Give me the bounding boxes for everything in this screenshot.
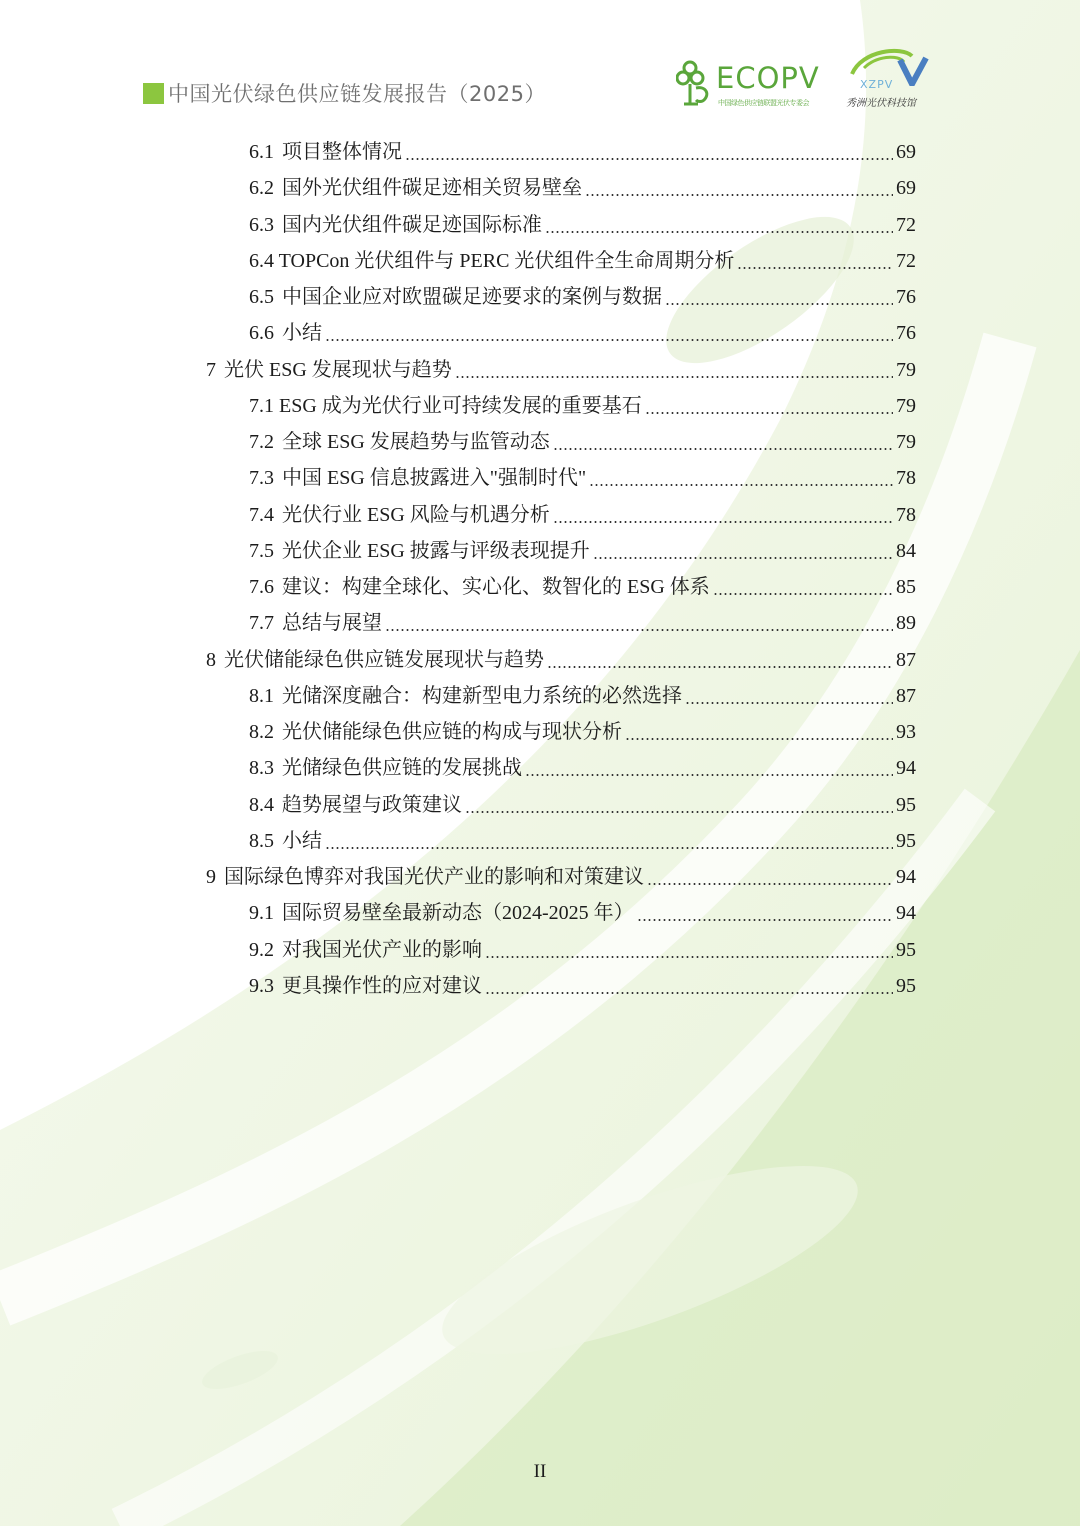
toc-entry[interactable] [249, 427, 916, 457]
toc-entry-title: 全球 ESG 发展趋势与监管动态 [282, 431, 550, 453]
toc-entry-label [249, 608, 382, 638]
toc-entry-page: 95 [896, 793, 916, 816]
toc-entry-number: 7.6 [249, 576, 274, 598]
toc-leader-dots [553, 448, 893, 450]
toc-entry[interactable] [206, 862, 916, 892]
toc-leader-dots [625, 738, 893, 740]
toc-entry-page: 72 [896, 249, 916, 272]
toc-entry-title: 国际绿色博弈对我国光伏产业的影响和对策建议 [224, 866, 644, 888]
toc-entry-page: 84 [896, 539, 916, 562]
toc-entry-number: 9.1 [249, 902, 274, 925]
toc-entry-number: 7.4 [249, 503, 274, 526]
toc-leader-dots [385, 629, 893, 631]
toc-entry-page: 95 [896, 829, 916, 852]
toc-entry-number: 9 [206, 866, 216, 888]
toc-entry[interactable] [249, 681, 916, 711]
toc-leader-dots [713, 593, 893, 595]
toc-entry-page: 69 [896, 141, 916, 163]
toc-entry-page: 87 [896, 648, 916, 671]
toc-entry-page: 79 [896, 431, 916, 453]
toc-entry-label [249, 246, 734, 276]
toc-entry-title: 光储绿色供应链的发展挑战 [282, 757, 522, 780]
toc-entry-title: 光伏储能绿色供应链的构成与现状分析 [282, 721, 622, 743]
toc-leader-dots [553, 521, 893, 523]
toc-entry[interactable] [249, 137, 916, 167]
toc-entry[interactable] [249, 717, 916, 747]
toc-entry-label [249, 898, 634, 928]
toc-entry[interactable] [249, 826, 916, 856]
toc-leader-dots [665, 303, 893, 305]
toc-entry-title: 趋势展望与政策建议 [282, 793, 462, 816]
toc-entry-number: 8.5 [249, 829, 274, 852]
toc-entry-label [206, 645, 544, 675]
toc-entry-label [249, 971, 482, 1001]
toc-entry-number: 7.5 [249, 539, 274, 562]
xzpv-logo [842, 46, 932, 110]
toc-entry-number: 7.1 [249, 394, 274, 417]
xzpv-logo-text: XZPV [860, 78, 894, 91]
toc-entry-page: 78 [896, 503, 916, 526]
toc-leader-dots [545, 231, 893, 233]
toc-entry-page: 79 [896, 358, 916, 381]
toc-leader-dots [547, 666, 893, 668]
toc-entry[interactable] [249, 790, 916, 820]
toc-entry-title: TOPCon 光伏组件与 PERC 光伏组件全生命周期分析 [278, 249, 735, 272]
toc-entry-label [249, 463, 586, 493]
toc-entry-number: 7.3 [249, 467, 274, 490]
toc-entry-page: 94 [896, 757, 916, 780]
toc-entry-number: 8.2 [249, 721, 274, 743]
toc-entry-page: 85 [896, 576, 916, 598]
toc-entry-number: 6.5 [249, 286, 274, 308]
toc-entry-page: 76 [896, 286, 916, 308]
toc-entry[interactable] [206, 355, 916, 385]
toc-entry-label [249, 391, 642, 421]
toc-entry-label [249, 137, 402, 167]
toc-entry-page: 69 [896, 177, 916, 200]
toc-entry-page: 95 [896, 938, 916, 961]
toc-entry[interactable] [249, 971, 916, 1001]
toc-entry-title: 光伏储能绿色供应链发展现状与趋势 [224, 648, 544, 671]
toc-entry[interactable] [249, 608, 916, 638]
toc-leader-dots [645, 412, 893, 414]
toc-entry-title: 小结 [282, 829, 322, 852]
toc-entry-label [249, 572, 710, 602]
toc-entry-number: 7.2 [249, 431, 274, 453]
toc-leader-dots [637, 919, 893, 921]
toc-entry-title: 对我国光伏产业的影响 [282, 938, 482, 961]
toc-entry[interactable] [249, 282, 916, 312]
toc-leader-dots [525, 774, 893, 776]
toc-entry-title: 国际贸易壁垒最新动态（2024-2025 年） [282, 902, 634, 925]
toc-entry[interactable] [249, 753, 916, 783]
toc-entry-number: 6.1 [249, 141, 274, 163]
toc-entry-label [249, 427, 550, 457]
ecopv-logo-text: ECOPV [716, 61, 820, 95]
toc-entry-page: 89 [896, 612, 916, 635]
toc-entry-label [249, 826, 322, 856]
toc-entry[interactable] [249, 246, 916, 276]
toc-entry[interactable] [249, 318, 916, 348]
toc-leader-dots [455, 376, 893, 378]
toc-entry-label [206, 862, 644, 892]
toc-entry-page: 93 [896, 721, 916, 743]
toc-entry-page: 94 [896, 866, 916, 888]
toc-entry-title: 小结 [282, 322, 322, 345]
toc-leader-dots [405, 158, 893, 160]
toc-entry-label [249, 935, 482, 965]
xzpv-logo-subtext: 秀洲光伏科技馆 [846, 98, 916, 109]
toc-entry-number: 8.3 [249, 757, 274, 780]
toc-entry[interactable] [249, 173, 916, 203]
toc-leader-dots [325, 847, 893, 849]
ecopv-logo-subtext: 中国绿色供应链联盟光伏专委会 [718, 99, 809, 107]
toc-entry[interactable] [249, 210, 916, 240]
toc-entry[interactable] [206, 645, 916, 675]
toc-entry[interactable] [249, 463, 916, 493]
page-number: II [533, 1461, 547, 1482]
toc-leader-dots [589, 484, 893, 486]
toc-entry-title: 中国 ESG 信息披露进入"强制时代" [282, 467, 587, 490]
toc-entry-number: 6.2 [249, 177, 274, 200]
toc-entry-label [249, 500, 550, 530]
toc-entry-page: 76 [896, 322, 916, 345]
toc-entry-title: 项目整体情况 [282, 141, 402, 163]
toc-entry-label [249, 173, 582, 203]
tree-icon [676, 58, 716, 110]
toc-entry[interactable] [249, 572, 916, 602]
toc-entry-title: 光伏行业 ESG 风险与机遇分析 [282, 503, 550, 526]
toc-entry-number: 8.4 [249, 793, 274, 816]
toc-entry-number: 7 [206, 358, 216, 381]
toc-leader-dots [593, 557, 893, 559]
toc-entry-title: 国外光伏组件碳足迹相关贸易壁垒 [282, 177, 582, 200]
toc-entry-label [249, 717, 622, 747]
toc-entry-number: 7.7 [249, 612, 274, 635]
toc-entry-number: 8.1 [249, 684, 274, 707]
toc-entry-number: 6.3 [249, 213, 274, 236]
toc-entry[interactable] [249, 935, 916, 965]
toc-entry-label [249, 282, 662, 312]
toc-entry-label [249, 318, 322, 348]
toc-entry[interactable] [249, 898, 916, 928]
toc-entry-title: 更具操作性的应对建议 [282, 974, 482, 997]
toc-leader-dots [685, 702, 893, 704]
toc-entry-number: 9.3 [249, 974, 274, 997]
toc-entry-page: 72 [896, 213, 916, 236]
toc-entry-number: 6.4 [249, 249, 274, 272]
toc-entry[interactable] [249, 391, 916, 421]
toc-entry-number: 8 [206, 648, 216, 671]
toc-entry-title: 中国企业应对欧盟碳足迹要求的案例与数据 [282, 286, 662, 308]
toc-leader-dots [485, 992, 893, 994]
toc-leader-dots [485, 956, 893, 958]
toc-entry-title: 总结与展望 [282, 612, 382, 635]
toc-entry-title: 光伏企业 ESG 披露与评级表现提升 [282, 539, 590, 562]
report-title: 中国光伏绿色供应链发展报告（2025） [168, 82, 546, 106]
toc-entry-page: 79 [896, 394, 916, 417]
toc-entry[interactable] [249, 536, 916, 566]
toc-entry-label [249, 753, 522, 783]
header-square-icon [143, 83, 164, 104]
toc-entry-title: 国内光伏组件碳足迹国际标准 [282, 213, 542, 236]
report-header [143, 78, 546, 108]
toc-entry-title: 建议：构建全球化、实心化、数智化的 ESG 体系 [282, 576, 710, 598]
toc-leader-dots [737, 267, 893, 269]
toc-leader-dots [585, 194, 893, 196]
toc-entry-number: 9.2 [249, 938, 274, 961]
toc-leader-dots [325, 339, 893, 341]
toc-entry-page: 95 [896, 974, 916, 997]
toc-entry-label [249, 681, 682, 711]
toc-leader-dots [647, 883, 893, 885]
toc-entry-title: ESG 成为光伏行业可持续发展的重要基石 [279, 394, 642, 417]
toc-entry-number: 6.6 [249, 322, 274, 345]
toc-entry-page: 78 [896, 467, 916, 490]
toc-entry-label [249, 536, 590, 566]
toc-entry-label [249, 210, 542, 240]
toc-entry[interactable] [249, 500, 916, 530]
toc-entry-label [206, 355, 452, 385]
toc-entry-page: 94 [896, 902, 916, 925]
toc-leader-dots [465, 811, 893, 813]
toc-entry-page: 87 [896, 684, 916, 707]
toc-entry-title: 光伏 ESG 发展现状与趋势 [224, 358, 452, 381]
toc-entry-label [249, 790, 462, 820]
ecopv-logo [676, 56, 820, 112]
toc-entry-title: 光储深度融合：构建新型电力系统的必然选择 [282, 684, 682, 707]
